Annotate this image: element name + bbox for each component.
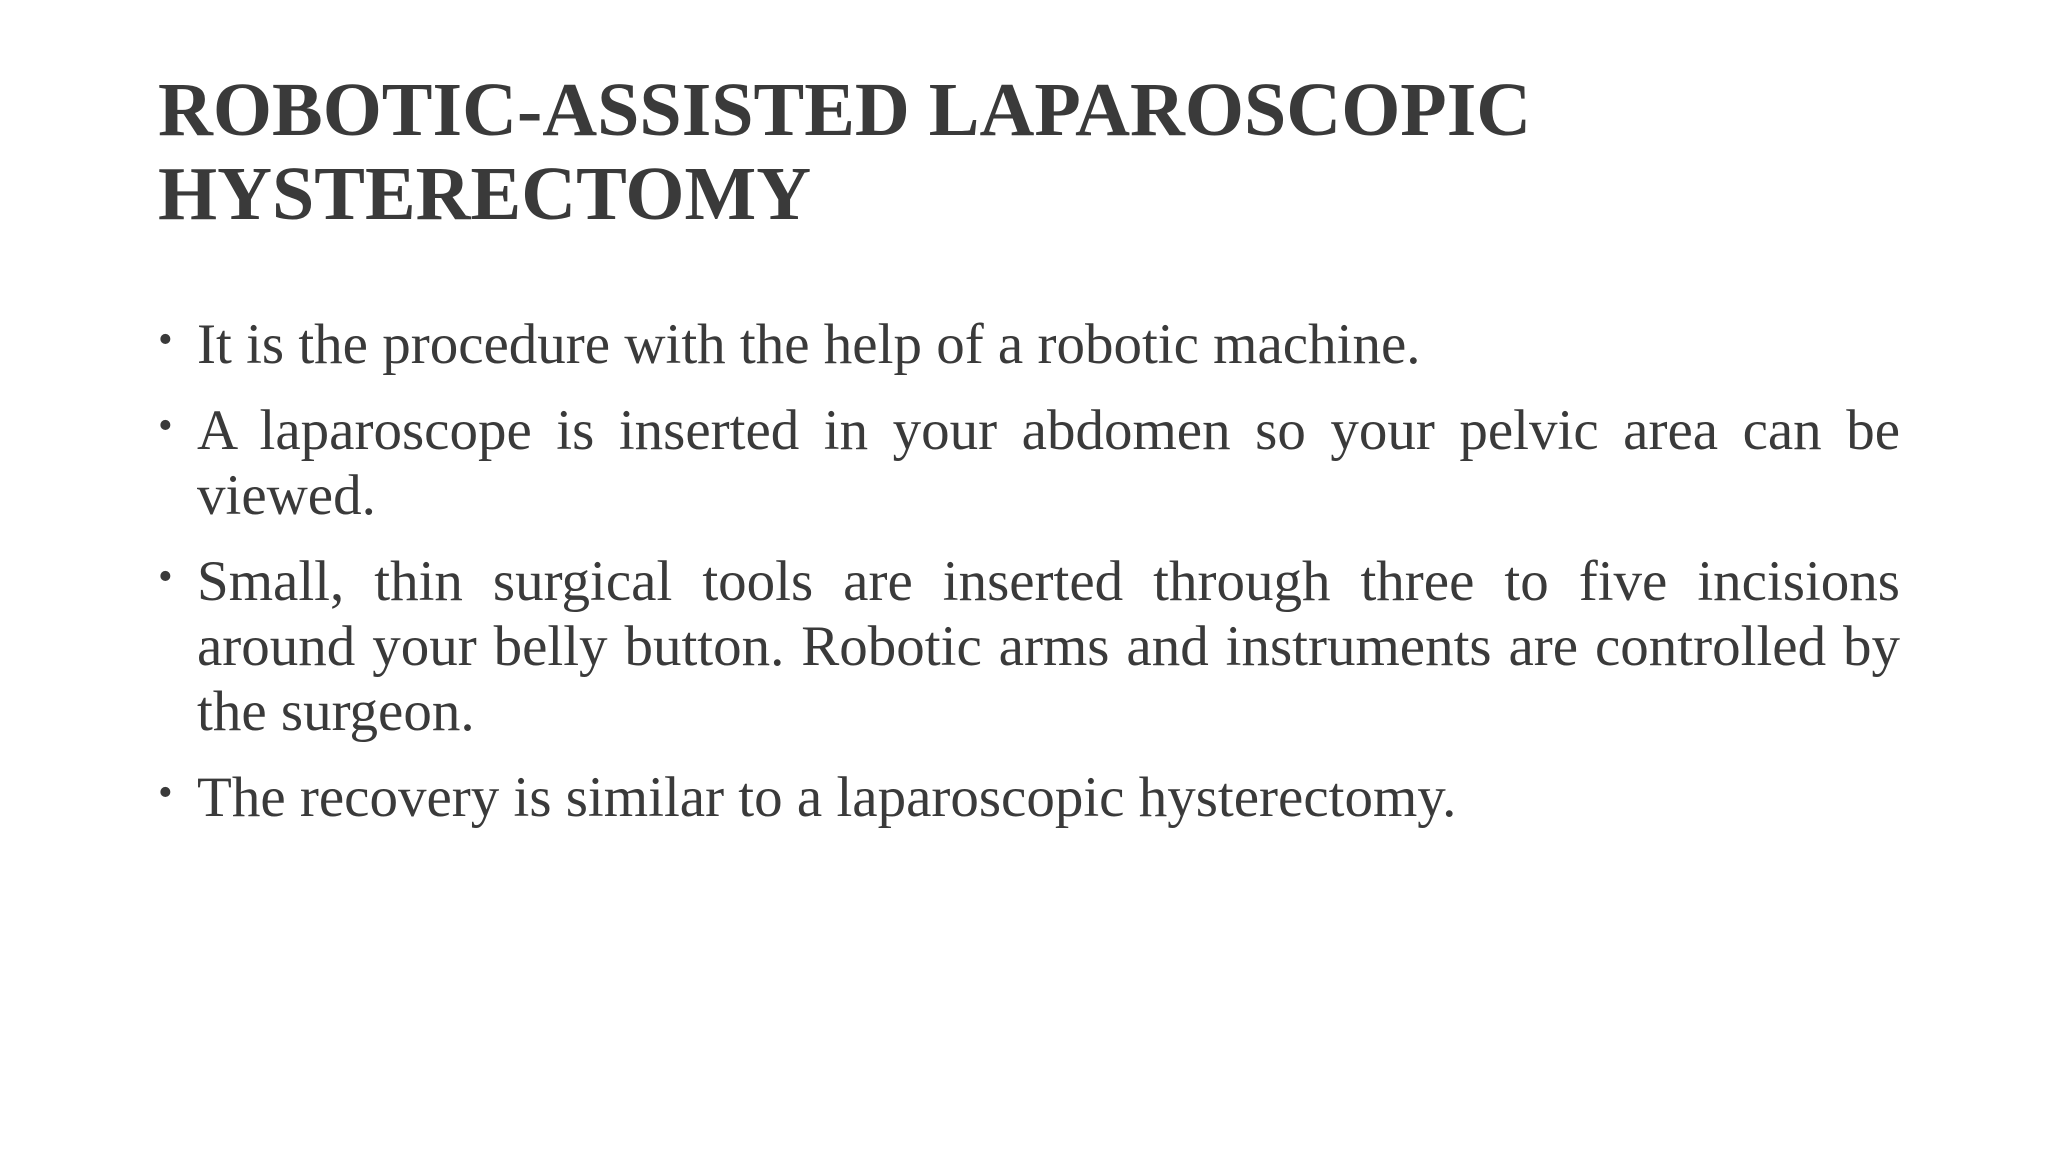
- bullet-list: [158, 312, 1900, 851]
- bullet-item: [158, 765, 1900, 830]
- bullet-item: [158, 549, 1900, 744]
- bullet-text: Small, thin surgical tools are inserted through three to five incisions around your belly button. Robotic arms and instruments are controlled by the surgeon.: [197, 550, 1900, 743]
- bullet-item: [158, 398, 1900, 528]
- slide-title: ROBOTIC-ASSISTED LAPAROSCOPIC HYSTERECTOMY: [158, 68, 1532, 236]
- bullet-icon: •: [158, 554, 173, 600]
- bullet-icon: •: [158, 317, 173, 363]
- bullet-icon: •: [158, 403, 173, 449]
- bullet-icon: •: [158, 770, 173, 816]
- bullet-text: It is the procedure with the help of a robotic machine.: [197, 313, 1421, 376]
- bullet-text: A laparoscope is inserted in your abdomen so your pelvic area can be viewed.: [197, 399, 1900, 527]
- bullet-item: [158, 312, 1900, 377]
- bullet-text: The recovery is similar to a laparoscopic hysterectomy.: [197, 766, 1457, 829]
